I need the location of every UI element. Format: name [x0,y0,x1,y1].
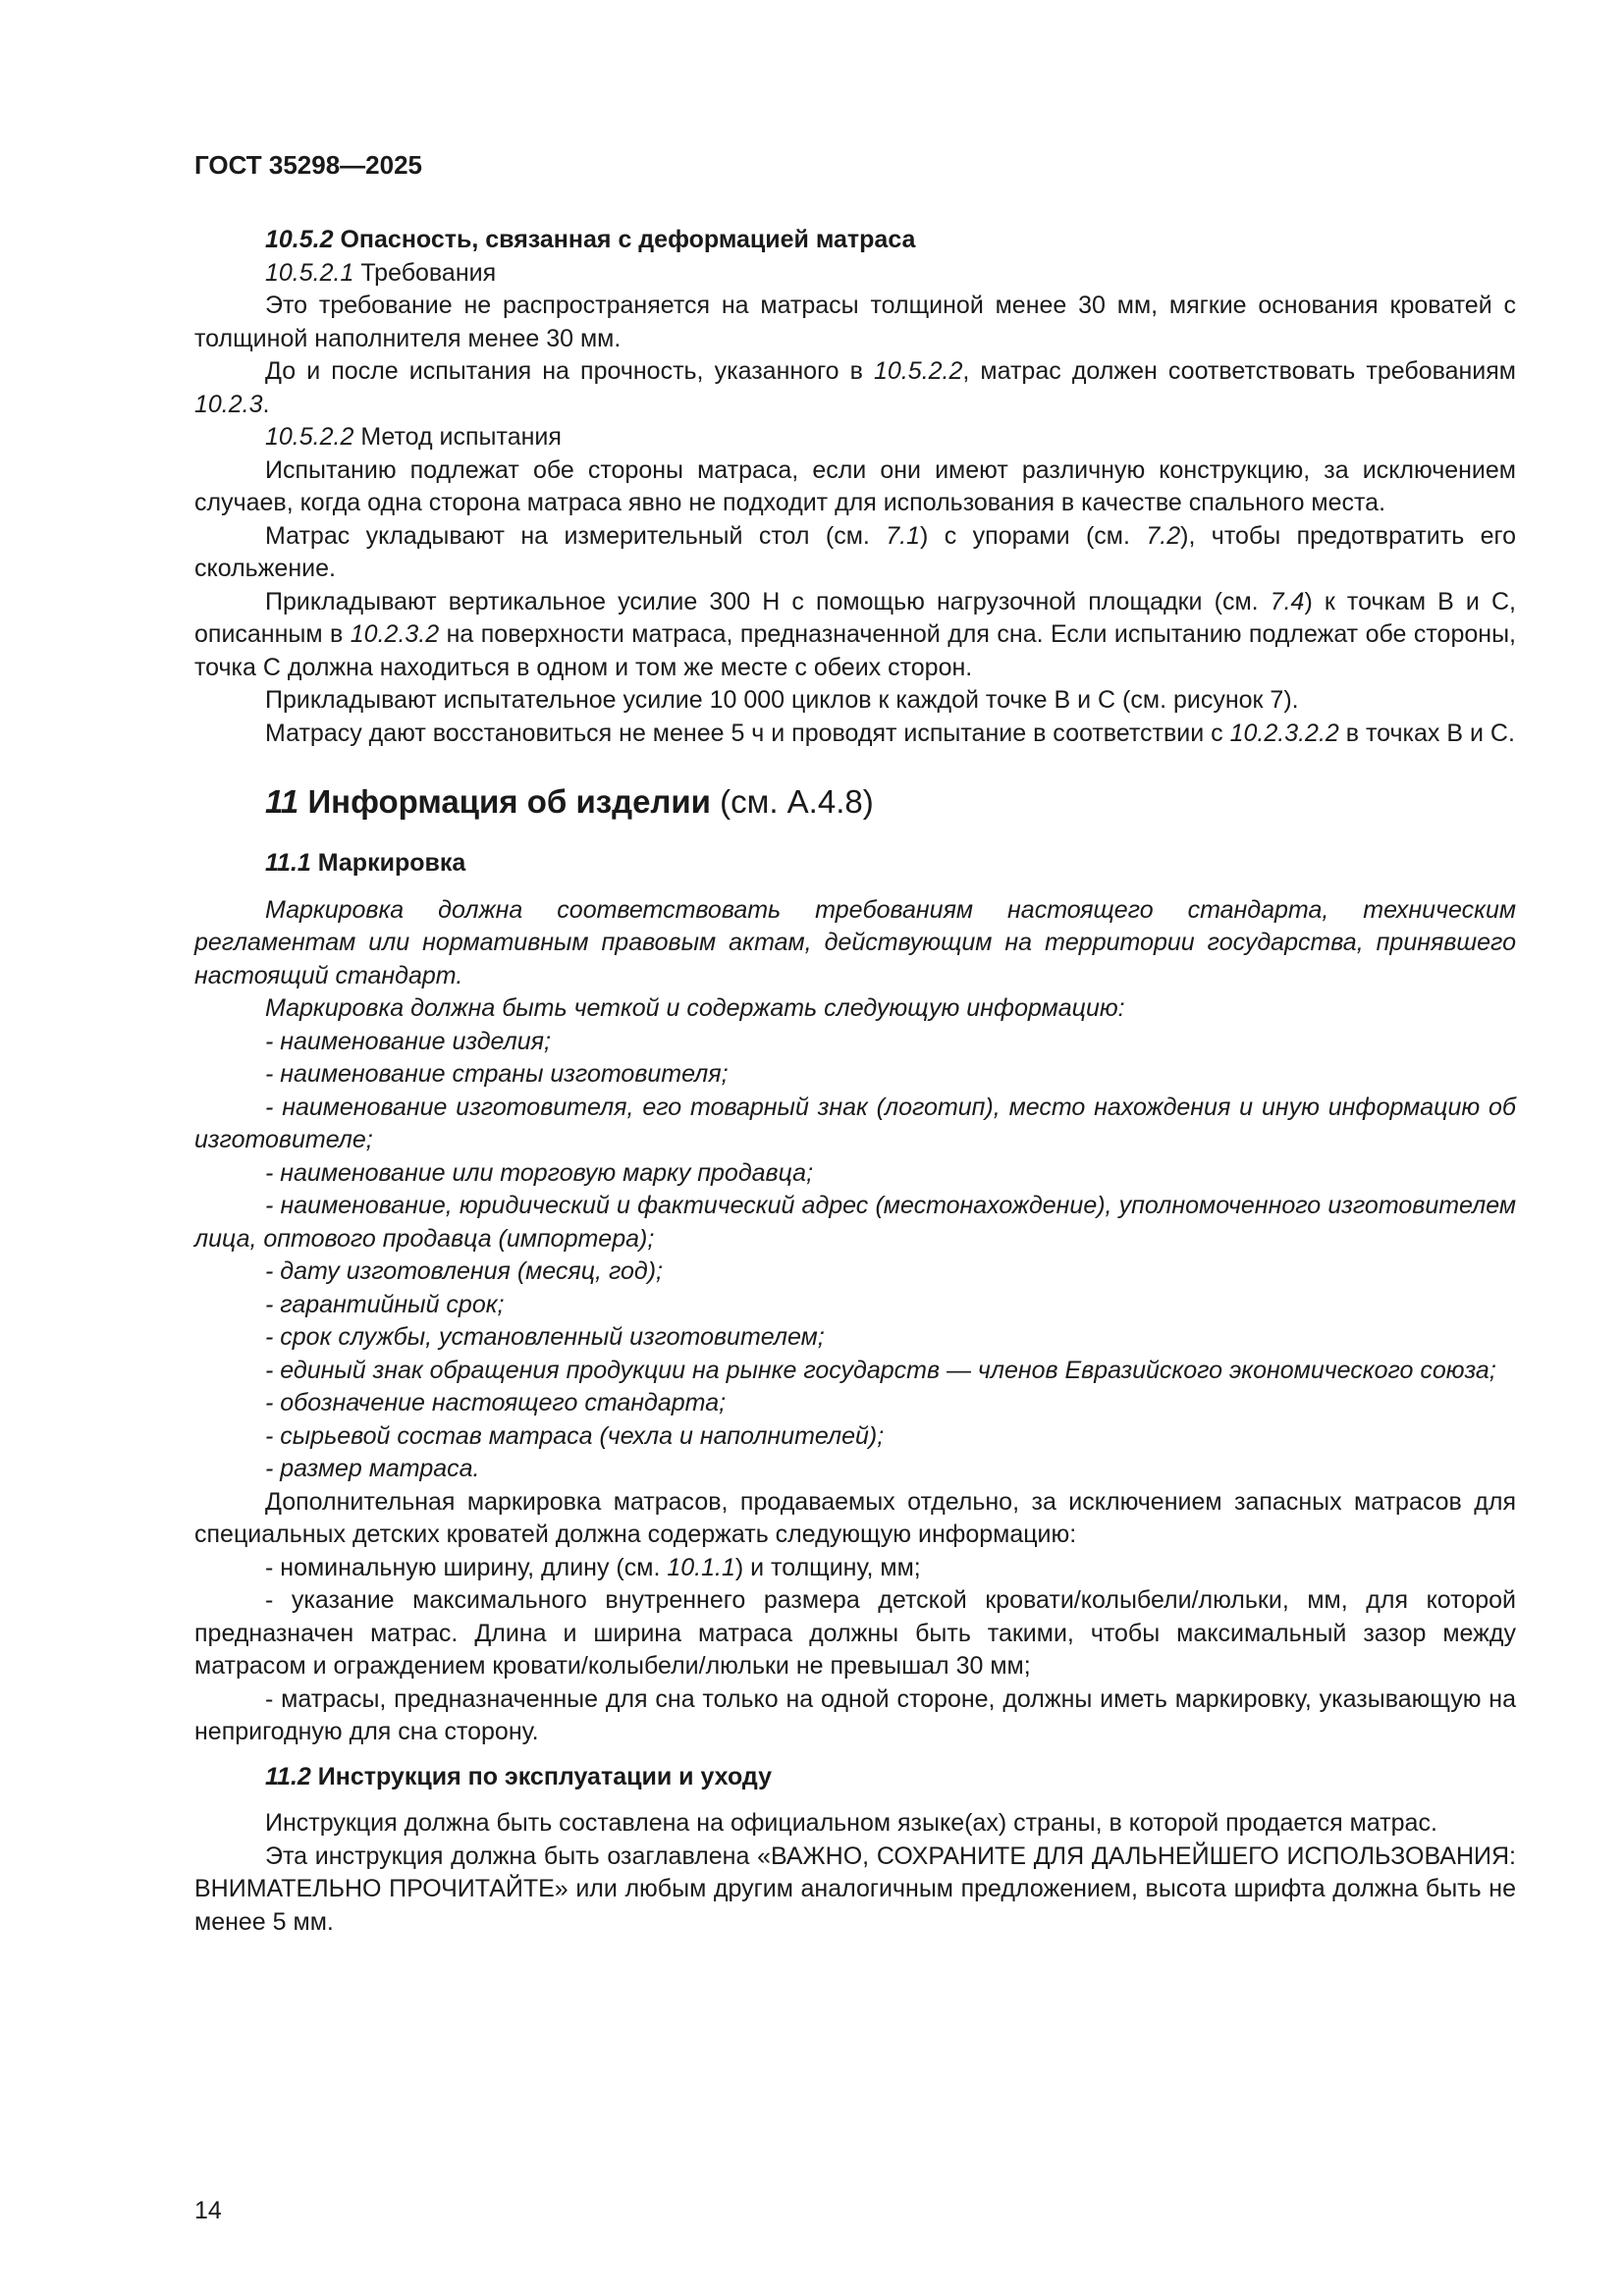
list-item: - сырьевой состав матраса (чехла и наполнителей); [265,1421,885,1450]
heading-10-5-2-1: 10.5.2.1 Требования [265,258,497,287]
paragraph: Это требование не распространяется на матрасы толщиной менее 30 мм, мягкие основания кроватей с толщиной наполнителя менее 30 мм. [194,292,1516,352]
paragraph: Матрасу дают восстановиться не менее 5 ч и проводят испытание в соответствии с 10.2.3.2.2 в точках В и С. [265,719,1515,747]
paragraph: Дополнительная маркировка матрасов, продаваемых отдельно, за исключением запасных матрасов для специальных детских кроватей должна содержать следующую информацию: [194,1487,1516,1548]
list-item: - гарантийный срок; [265,1290,505,1318]
document-header: ГОСТ 35298—2025 [194,150,422,180]
paragraph: Эта инструкция должна быть озаглавлена «ВАЖНО, СОХРАНИТЕ ДЛЯ ДАЛЬНЕЙШЕГО ИСПОЛЬЗОВАНИЯ: ВНИМАТЕЛЬНО ПРОЧИТАЙТЕ» или любым другим аналогичным предложением, высота шрифта должна быть не менее 5 мм. [194,1842,1516,1936]
list-item: - обозначение настоящего стандарта; [265,1389,727,1416]
paragraph: Инструкция должна быть составлена на официальном языке(ах) страны, в которой продается матрас. [265,1809,1437,1837]
list-item: - единый знак обращения продукции на рынке государств — членов Евразийского экономического союза; [265,1356,1496,1384]
paragraph: Матрас укладывают на измерительный стол (см. 7.1) с упорами (см. 7.2), чтобы предотвратить его скольжение. [194,521,1517,582]
document-body [194,224,1516,1939]
paragraph: Маркировка должна соответствовать требованиям настоящего стандарта, техническим регламентам или нормативным правовым актам, действующим на территории государства, принявшего настоящий стандарт. [194,895,1516,989]
heading-10-5-2-2: 10.5.2.2 Метод испытания [265,423,562,451]
paragraph: Прикладывают вертикальное усилие 300 Н с помощью нагрузочной площадки (см. 7.4) к точкам В и С, описанным в 10.2.3.2 на поверхности матраса, предназначенной для сна. Если испытанию подлежат обе стороны, точка С должна находиться в одном и том же месте с обеих сторон. [194,587,1516,681]
list-item: - наименование страны изготовителя; [265,1060,729,1088]
heading-section-11: 11 Информация об изделии (см. А.4.8) [265,783,874,820]
list-item: - размер матраса. [265,1455,480,1482]
paragraph: Прикладывают испытательное усилие 10 000 циклов к каждой точке В и С (см. рисунок 7). [265,686,1299,714]
heading-11-1: 11.1 Маркировка [265,849,466,877]
paragraph: Испытанию подлежат обе стороны матраса, если они имеют различную конструкцию, за исключением случаев, когда одна сторона матраса явно не подходит для использования в качестве спального места. [194,455,1516,516]
heading-11-2: 11.2 Инструкция по эксплуатации и уходу [265,1762,772,1790]
list-item: - срок службы, установленный изготовителем; [265,1323,825,1351]
list-item: - наименование, юридический и фактический адрес (местонахождение), уполномоченного изготовителем лица, оптового продавца (импортера); [194,1192,1516,1253]
list-item: - наименование изготовителя, его товарный знак (логотип), место нахождения и иную информацию об изготовителе; [194,1093,1516,1153]
paragraph: Маркировка должна быть четкой и содержать следующую информацию: [265,994,1125,1022]
heading-10-5-2: 10.5.2 Опасность, связанная с деформацией матраса [265,226,916,253]
list-item: - номинальную ширину, длину (см. 10.1.1) и толщину, мм; [265,1553,921,1581]
list-item: - дату изготовления (месяц, год); [265,1257,663,1285]
paragraph: До и после испытания на прочность, указанного в 10.5.2.2, матрас должен соответствовать требованиям 10.2.3. [194,357,1516,418]
list-item: - указание максимального внутреннего размера детской кровати/колыбели/люльки, мм, для которой предназначен матрас. Длина и ширина матраса должны быть такими, чтобы максимальный зазор между матрасом и ограждением кровати/колыбели/люльки не превышал 30 мм; [194,1586,1516,1680]
page-number: 14 [194,2197,222,2224]
list-item: - наименование или торговую марку продавца; [265,1158,814,1187]
list-item: - матрасы, предназначенные для сна только на одной стороне, должны иметь маркировку, указывающую на непригодную для сна сторону. [194,1684,1516,1745]
marking-list [194,1026,1516,1486]
list-item: - наименование изделия; [265,1027,551,1055]
